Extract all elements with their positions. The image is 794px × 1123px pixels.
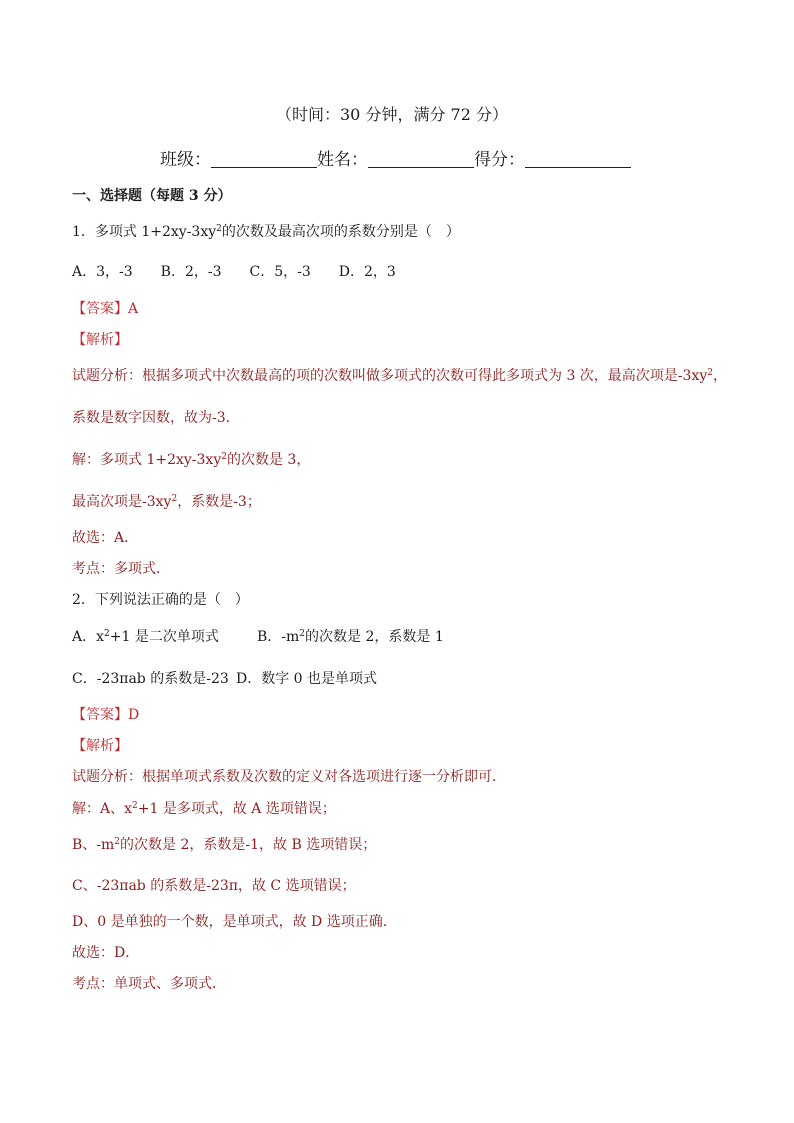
q1-kaodian: 考点：多项式． (72, 561, 170, 577)
name-label: 姓名： (317, 150, 368, 170)
q1-analysis-line1: 试题分析：根据多项式中次数最高的项的次数叫做多项式的次数可得此多项式为 3 次，最高次项是$-3xy^2$， (72, 368, 727, 384)
q1-solution-line2: 最高次项是$-3xy^2$，系数是-3； (72, 494, 261, 510)
student-info-row (160, 149, 631, 169)
q2-option-a: A．$x^2+1$ 是二次单项式 (72, 629, 219, 645)
q2-option-d: D．数字 0 也是单项式 (236, 671, 378, 687)
q2-kaodian: 考点：单项式、多项式． (72, 976, 226, 992)
answer-value: A (128, 301, 139, 317)
q1-solution-line1: 解：多项式 $1+2xy-3xy^2$的次数是 3， (72, 452, 311, 468)
q2-option-c: C．-23πab 的系数是-23 (72, 671, 229, 687)
score-blank-field[interactable] (525, 149, 631, 168)
q1-stem: 1．多项式 $1+2xy-3xy^2$的次数及最高次项的系数分别是（ ） (72, 224, 460, 240)
q1-choose: 故选：A． (72, 530, 139, 546)
q1-analysis-line2: 系数是数字因数，故为-3． (72, 410, 240, 426)
q2-stem: 2．下列说法正确的是（ ） (72, 592, 249, 608)
q2-solution-b: B、$-m^2$的次数是 2，系数是-1，故 B 选项错误； (72, 837, 377, 853)
q1-answer (72, 300, 138, 318)
class-blank-field[interactable] (211, 149, 317, 168)
section-title: 一、选择题（每题 3 分） (72, 188, 232, 204)
q2-choose: 故选：D． (72, 945, 140, 961)
class-label: 班级： (160, 150, 211, 170)
q1-options: A．3，-3 B．2，-3 C．5，-3 D．2，3 (72, 264, 396, 280)
q2-solution-d: D、0 是单独的一个数，是单项式，故 D 选项正确． (72, 914, 397, 930)
q1-analysis-label: 【解析】 (72, 332, 128, 348)
q2-answer (72, 706, 139, 724)
q2-solution-a: 解：A、$x^2+1$ 是多项式，故 A 选项错误； (72, 801, 336, 817)
q2-analysis-label: 【解析】 (72, 738, 128, 754)
score-label: 得分： (474, 150, 525, 170)
answer-value: D (128, 707, 140, 723)
q2-option-b: B．$-m^2$的次数是 2，系数是 1 (257, 629, 444, 645)
exam-time-line: （时间：30 分钟，满分 72 分） (276, 105, 508, 124)
answer-label: 【答案】 (72, 707, 128, 723)
answer-label: 【答案】 (72, 301, 128, 317)
q2-analysis-line1: 试题分析：根据单项式系数及次数的定义对各选项进行逐一分析即可． (72, 769, 506, 785)
q2-solution-c: C、-23πab 的系数是-23π，故 C 选项错误； (72, 878, 356, 894)
name-blank-field[interactable] (368, 149, 474, 168)
